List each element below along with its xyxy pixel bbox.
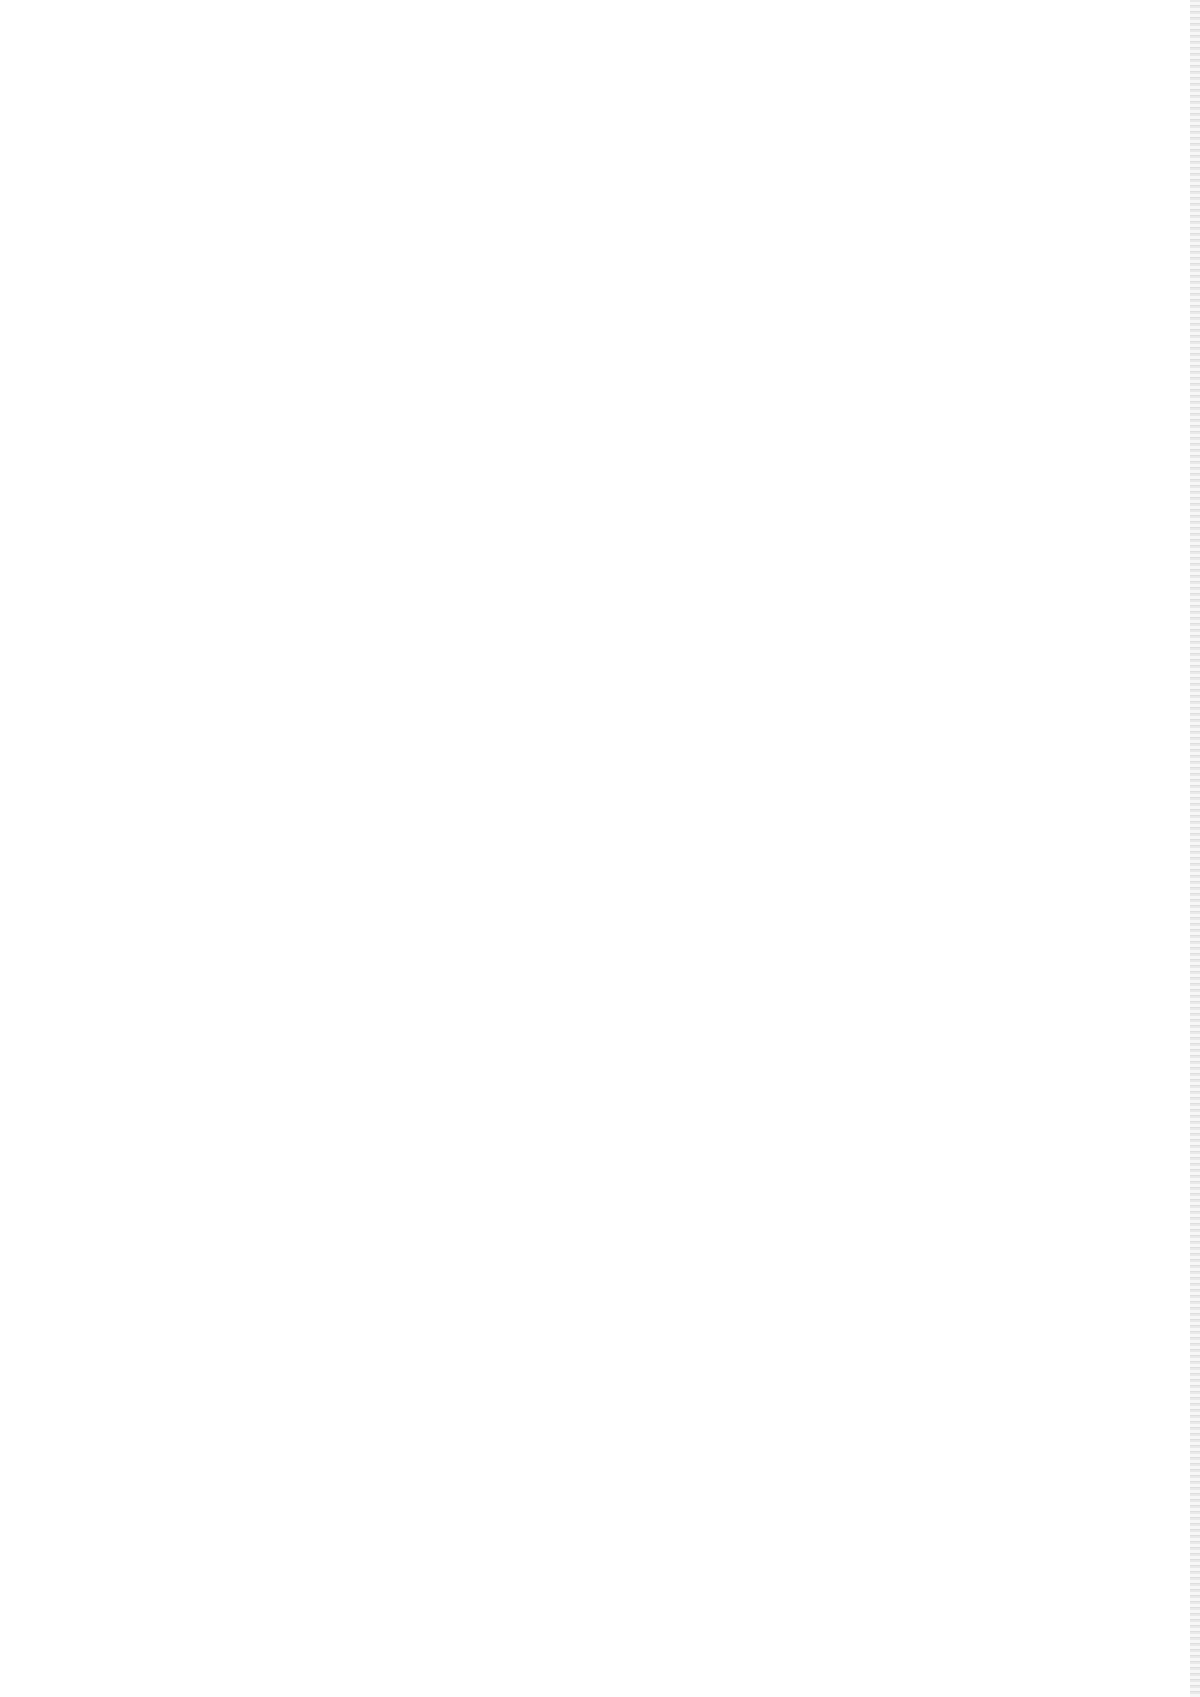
rotated-table-wrapper [155, 110, 1110, 1564]
routes-table [155, 110, 1110, 1564]
scan-edge-noise [1190, 0, 1200, 1697]
page-number [46, 822, 70, 862]
